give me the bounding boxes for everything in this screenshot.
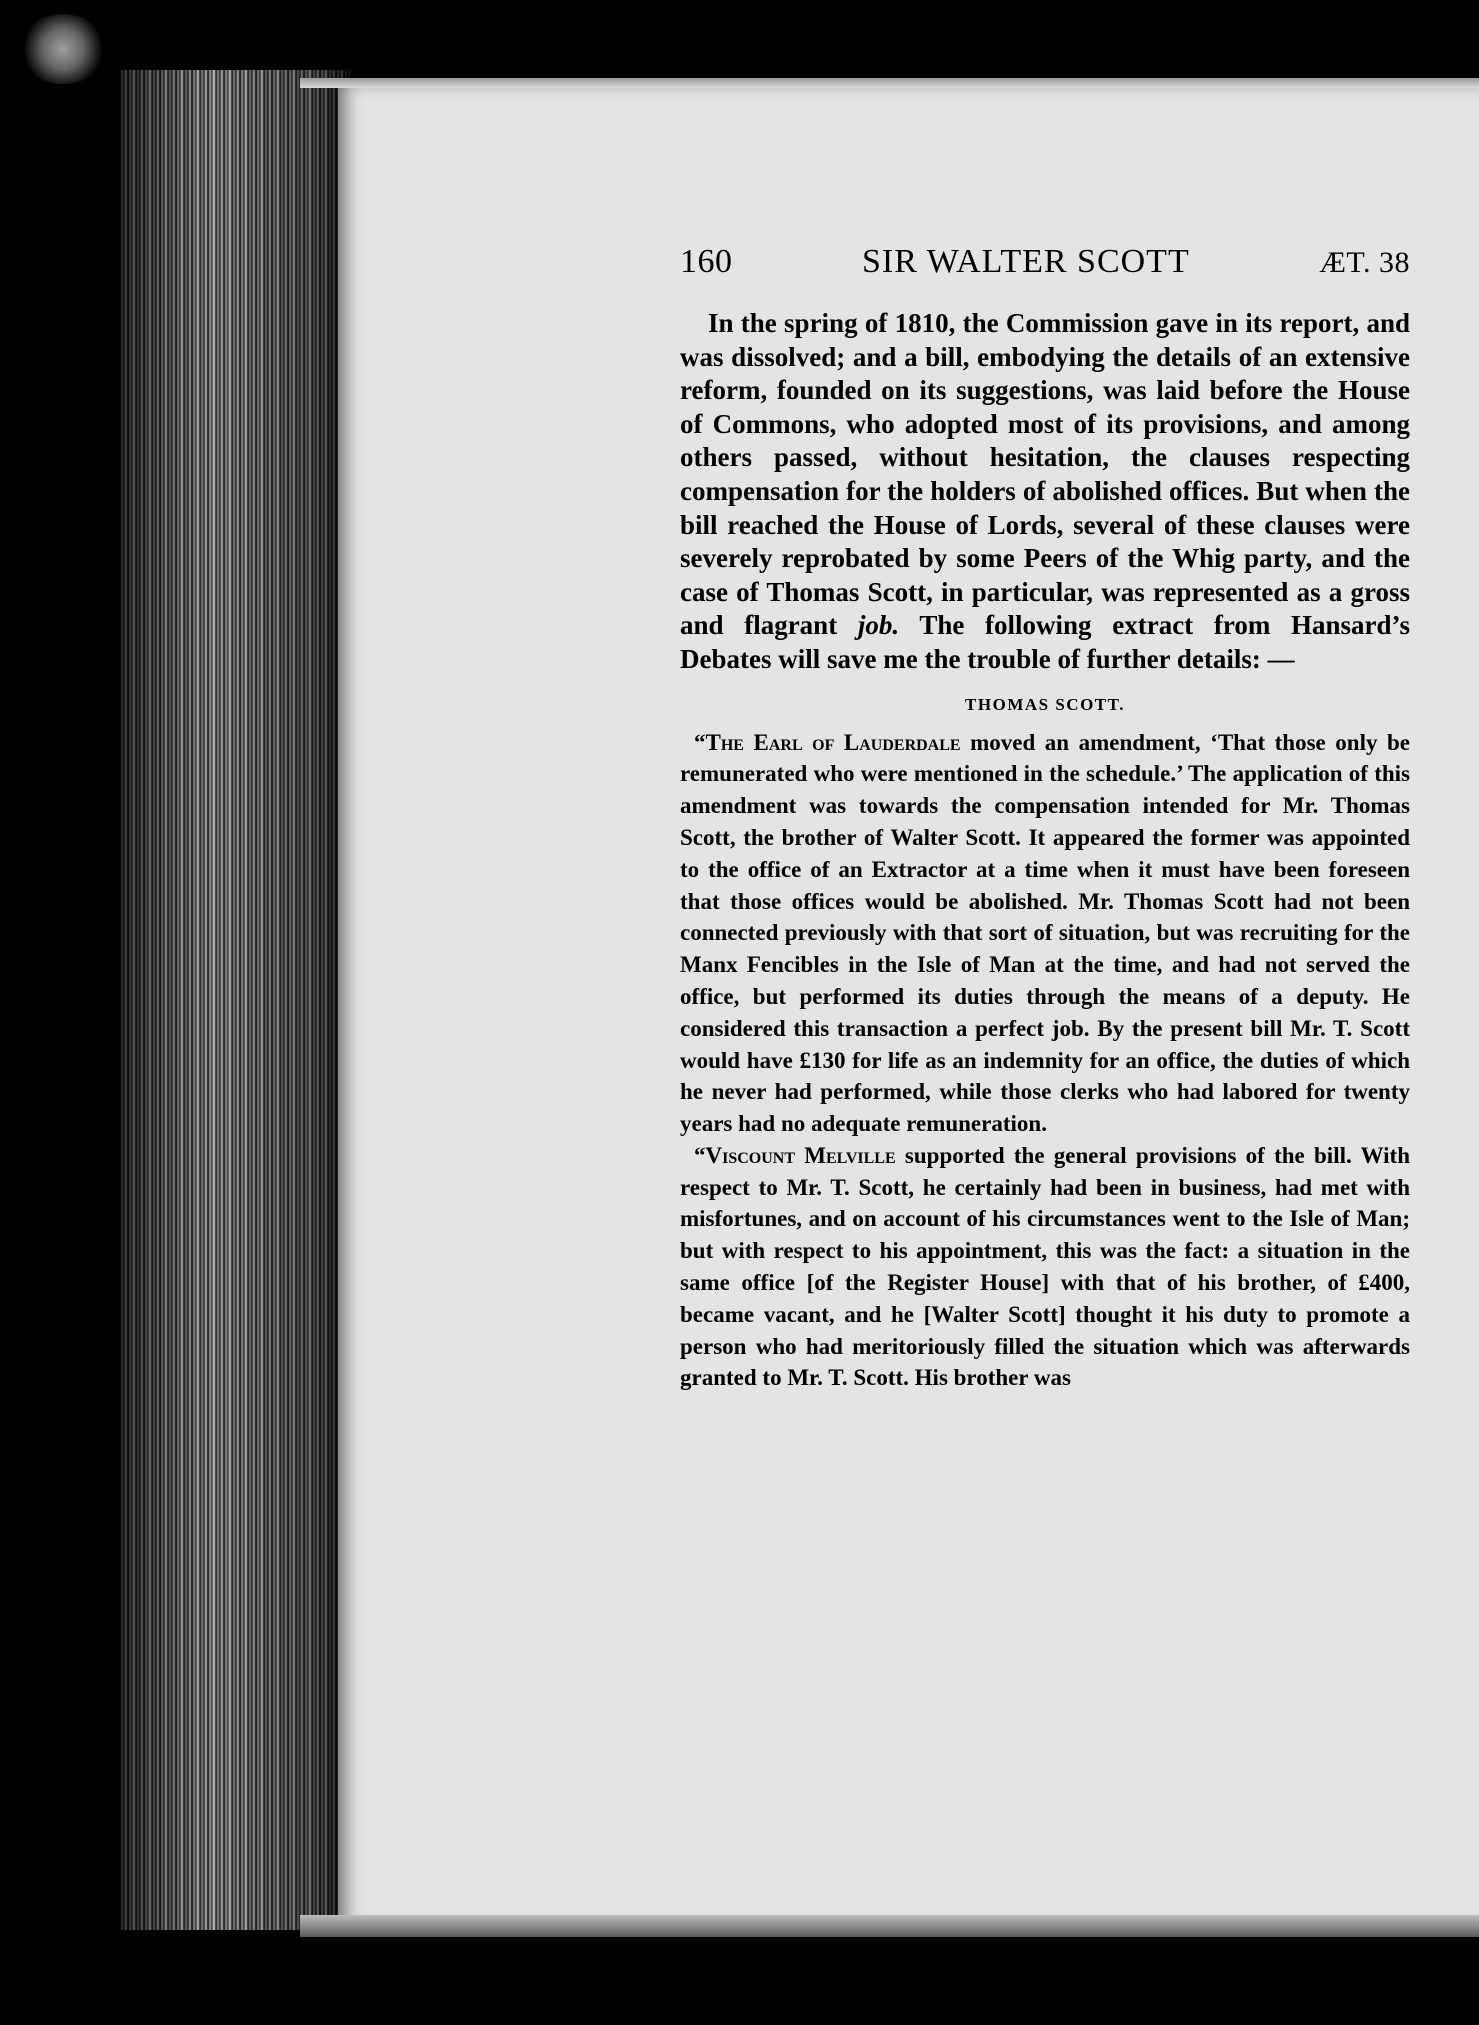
speaker-name: Viscount Melville <box>705 1142 896 1168</box>
speaker-name: The Earl of Lauderdale <box>705 729 961 755</box>
book-page-edges <box>120 70 350 1930</box>
quote-lauderdale <box>680 727 1410 1140</box>
page-number: 160 <box>680 243 733 280</box>
intro-paragraph <box>680 307 1410 677</box>
running-head <box>680 243 1410 287</box>
section-heading: THOMAS SCOTT. <box>965 694 1125 714</box>
quote-text: moved an amendment, ‘That those only be remunerated who were mentioned in the schedule.’ The application of this amendment was towards the compensation intended for Mr. Thomas Scott, the brother of Walter Scott. It appeared the former was appointed to the office of an Extractor at a time when it must have been foreseen that those offices would be abolished. Mr. Thomas Scott had not been connected previously with that sort of situation, but was recruiting for the Manx Fencibles in the Isle of Man at the time, and had not served the office, but performed its duties through the means of a deputy. He considered this transaction a perfect job. By the present bill Mr. T. Scott would have £130 for life as an indemnity for an office, the duties of which he never had performed, while those clerks who had labored for twenty years had no adequate remuneration. <box>680 729 1410 1137</box>
open-quote: “ <box>694 729 706 755</box>
intro-text-end: The following extract from Hansard’s Debates will save me the trouble of further details: — <box>680 610 1411 674</box>
open-quote: “ <box>694 1142 706 1168</box>
intro-text: In the spring of 1810, the Commission gave in its report, and was dissolved; and a bill, embodying the details of an extensive reform, founded on its suggestions, was laid before the House of Commons, who adopted most of its provisions, and among others passed, without hesitation, the clauses respecting compensation for the holders of abolished offices. But when the bill reached the House of Lords, several of these clauses were severely reprobated by some Peers of the Whig party, and the case of Thomas Scott, in particular, was represented as a gross and flagrant <box>680 308 1410 641</box>
quote-melville <box>680 1140 1410 1394</box>
page-top-edge <box>300 78 1479 88</box>
page-text-block <box>680 243 1410 1394</box>
quote-text: supported the general provisions of the bill. With respect to Mr. T. Scott, he certainly had been in business, had met with misfortunes, and on account of his circumstances went to the Isle of Man; but with respect to his appointment, this was the fact: a situation in the same office [of the Register House] with that of his brother, of £400, became vacant, and he [Walter Scott] thought it his duty to promote a person who had meritoriously filled the situation which was afterwards granted to Mr. T. Scott. His brother was <box>680 1142 1410 1391</box>
page-bottom-edge <box>300 1915 1479 1937</box>
scan-smudge <box>18 14 108 84</box>
running-title: SIR WALTER SCOTT <box>862 243 1190 280</box>
italic-word: job. <box>857 610 900 641</box>
age-note: ÆT. 38 <box>1319 246 1410 279</box>
